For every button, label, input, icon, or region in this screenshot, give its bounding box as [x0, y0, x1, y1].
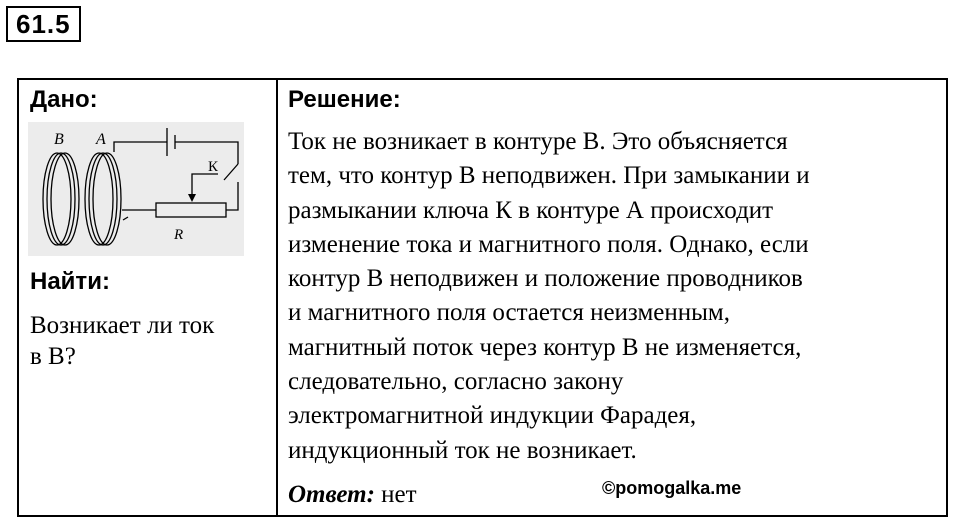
- solution-line: следовательно, согласно закону: [288, 368, 624, 396]
- find-question-line: в В?: [30, 343, 76, 370]
- problem-number: 61.5: [6, 6, 81, 42]
- watermark: ©pomogalka.me: [602, 478, 742, 498]
- find-question-line: Возникает ли ток: [30, 312, 215, 339]
- task-table: [17, 78, 948, 517]
- key-label: К: [208, 159, 219, 175]
- solution-line: тем, что контур В неподвижен. При замыкании и: [288, 162, 810, 190]
- solution-line: Ток не возникает в контуре В. Это объясняется: [288, 128, 788, 155]
- solution-line: электромагнитной индукции Фарадея,: [288, 402, 697, 430]
- column-divider: [276, 80, 278, 515]
- circuit-diagram: [28, 122, 244, 256]
- given-label: Дано:: [30, 86, 98, 113]
- answer-label: Ответ:: [288, 481, 375, 508]
- solution-line: и магнитного поля остается неизменным,: [288, 299, 730, 327]
- solution-label: Решение:: [288, 86, 401, 113]
- solution-line: изменение тока и магнитного поля. Однако, если: [288, 230, 809, 258]
- solution-line: магнитный поток через контур В не изменяется,: [288, 333, 802, 361]
- solution-line: контур В неподвижен и положение проводников: [288, 265, 803, 293]
- rheostat-label: R: [174, 227, 184, 243]
- solution-line: размыкании ключа К в контуре А происходит: [288, 196, 774, 224]
- solution-line: индукционный ток не возникает.: [288, 436, 637, 464]
- answer: [288, 478, 417, 512]
- answer-value: нет: [381, 481, 417, 508]
- solution-text: [288, 125, 942, 468]
- coil-b-label: B: [54, 131, 64, 148]
- find-question: [30, 310, 266, 372]
- find-label: Найти:: [30, 268, 110, 295]
- coil-a-label: A: [96, 131, 106, 148]
